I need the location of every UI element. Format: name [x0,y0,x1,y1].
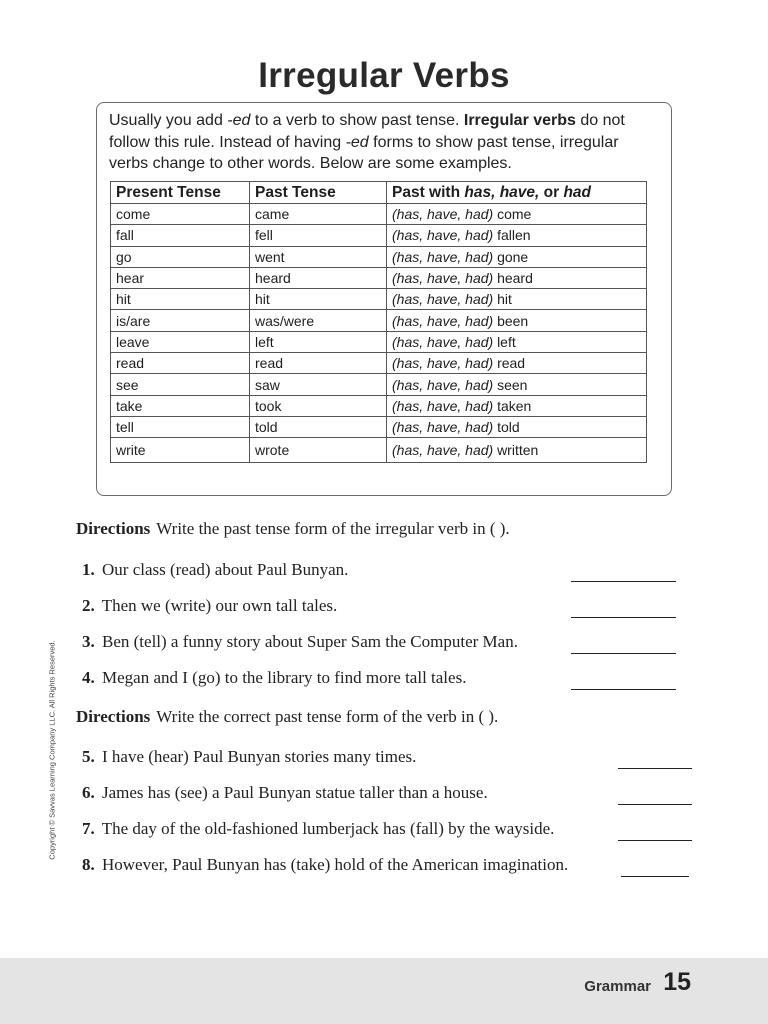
item-text: Our class (read) about Paul Bunyan. [102,560,349,579]
past-tense-cell: took [250,395,387,416]
exercise-item [82,596,337,616]
table-row [111,353,647,374]
item-text: James has (see) a Paul Bunyan statue taller than a house. [102,783,488,802]
item-number: 8. [82,855,95,874]
intro-text-3: do not follow this rule. Instead of having [109,112,625,151]
item-text: However, Paul Bunyan has (take) hold of the American imagination. [102,855,569,874]
item-text: Megan and I (go) to the library to find more tall tales. [102,668,467,687]
exercise-item [82,747,416,767]
helper-verbs: (has, have, had) [392,333,494,350]
present-tense-cell: write [111,438,250,463]
participle: been [497,312,529,329]
past-tense-cell: went [250,246,387,267]
past-participle-cell [387,267,647,288]
participle: heard [497,270,533,287]
footer-section-label: Grammar [584,978,651,995]
exercise-item [82,668,466,688]
exercise-item [82,632,518,652]
past-participle-cell [387,289,647,310]
helper-verbs: (has, have, had) [392,227,494,244]
irregular-verbs-term: Irregular verbs [463,112,576,129]
item-number: 2. [82,596,95,615]
participle: taken [497,397,532,414]
table-row [111,267,647,288]
directions-label: Directions [76,519,151,538]
directions-1 [76,519,510,539]
past-participle-cell [387,331,647,352]
participle: hit [497,291,512,308]
table-header-row [111,182,647,204]
page-title: Irregular Verbs [258,56,510,95]
page-footer [0,958,768,1024]
exercise-item [82,783,488,803]
answer-blank[interactable] [618,804,692,805]
past-participle-cell [387,438,647,463]
header-past-tense: Past Tense [250,182,387,204]
present-tense-cell: hear [111,267,250,288]
table-row [111,246,647,267]
item-text: I have (hear) Paul Bunyan stories many times. [102,747,417,766]
intro-text-4: forms to show past tense, irregular verbs change to other words. Below are some examples. [109,133,619,172]
past-participle-cell [387,395,647,416]
item-number: 4. [82,668,95,687]
item-number: 7. [82,819,95,838]
answer-blank[interactable] [571,653,676,654]
helper-verbs: (has, have, had) [392,442,494,459]
helper-verbs: (has, have, had) [392,270,494,287]
table-row [111,204,647,225]
answer-blank[interactable] [618,840,692,841]
participle: gone [497,248,529,265]
past-tense-cell: read [250,353,387,374]
present-tense-cell: fall [111,225,250,246]
exercise-item [82,855,568,875]
header-present-tense: Present Tense [111,182,250,204]
participle: come [497,206,532,223]
past-tense-cell: came [250,204,387,225]
past-tense-cell: wrote [250,438,387,463]
present-tense-cell: come [111,204,250,225]
helper-verbs: (has, have, had) [392,419,494,436]
exercise-item [82,560,348,580]
participle: fallen [497,227,531,244]
item-text: Then we (write) our own tall tales. [101,596,338,615]
directions-text: Write the past tense form of the irregular verb in ( ). [156,519,510,538]
item-number: 5. [82,747,95,766]
helper-verbs: (has, have, had) [392,248,494,265]
present-tense-cell: take [111,395,250,416]
past-participle-cell [387,416,647,437]
answer-blank[interactable] [621,876,689,877]
intro-paragraph [109,110,659,175]
answer-blank[interactable] [571,689,676,690]
table-row [111,416,647,437]
participle: read [497,355,526,372]
table-row [111,438,647,463]
past-tense-cell: fell [250,225,387,246]
past-tense-cell: saw [250,374,387,395]
present-tense-cell: hit [111,289,250,310]
table-row [111,289,647,310]
helper-verbs: (has, have, had) [392,312,494,329]
helper-verbs: (has, have, had) [392,291,494,308]
intro-text-1: Usually you add [109,112,228,129]
helper-verbs: (has, have, had) [392,355,494,372]
item-text: Ben (tell) a funny story about Super Sam the Computer Man. [102,632,518,651]
helper-verbs: (has, have, had) [392,376,494,393]
answer-blank[interactable] [571,617,676,618]
present-tense-cell: read [111,353,250,374]
past-tense-cell: left [250,331,387,352]
past-tense-cell: was/were [250,310,387,331]
table-row [111,310,647,331]
directions-label: Directions [76,707,151,726]
answer-blank[interactable] [571,581,676,582]
helper-verbs: (has, have, had) [392,397,494,414]
helper-verbs: (has, have, had) [392,206,494,223]
participle: written [497,442,539,459]
intro-text-2: to a verb to show past tense. [250,112,464,129]
ed-suffix: -ed [345,133,369,151]
ed-suffix: -ed [227,112,251,129]
present-tense-cell: leave [111,331,250,352]
item-text: The day of the old-fashioned lumberjack has (fall) by the wayside. [101,819,555,838]
directions-text: Write the correct past tense form of the verb in ( ). [156,707,499,726]
item-number: 6. [82,783,95,802]
page-number: 15 [663,968,691,996]
past-participle-cell [387,204,647,225]
table-row [111,395,647,416]
table-row [111,225,647,246]
past-tense-cell: told [250,416,387,437]
table-row [111,374,647,395]
past-participle-cell [387,246,647,267]
table-row [111,331,647,352]
exercise-item [82,819,554,839]
item-number: 3. [82,632,95,651]
participle: seen [497,376,528,393]
present-tense-cell: tell [111,416,250,437]
present-tense-cell: is/are [111,310,250,331]
present-tense-cell: go [111,246,250,267]
past-participle-cell [387,310,647,331]
answer-blank[interactable] [618,768,692,769]
participle: told [497,419,520,436]
item-number: 1. [82,560,95,579]
participle: left [497,333,516,350]
past-participle-cell [387,225,647,246]
past-participle-cell [387,353,647,374]
present-tense-cell: see [111,374,250,395]
past-tense-cell: hit [250,289,387,310]
header-past-with: Past with has, have, or had [387,182,647,204]
verb-table [110,181,647,463]
directions-2 [76,707,498,727]
past-participle-cell [387,374,647,395]
past-tense-cell: heard [250,267,387,288]
